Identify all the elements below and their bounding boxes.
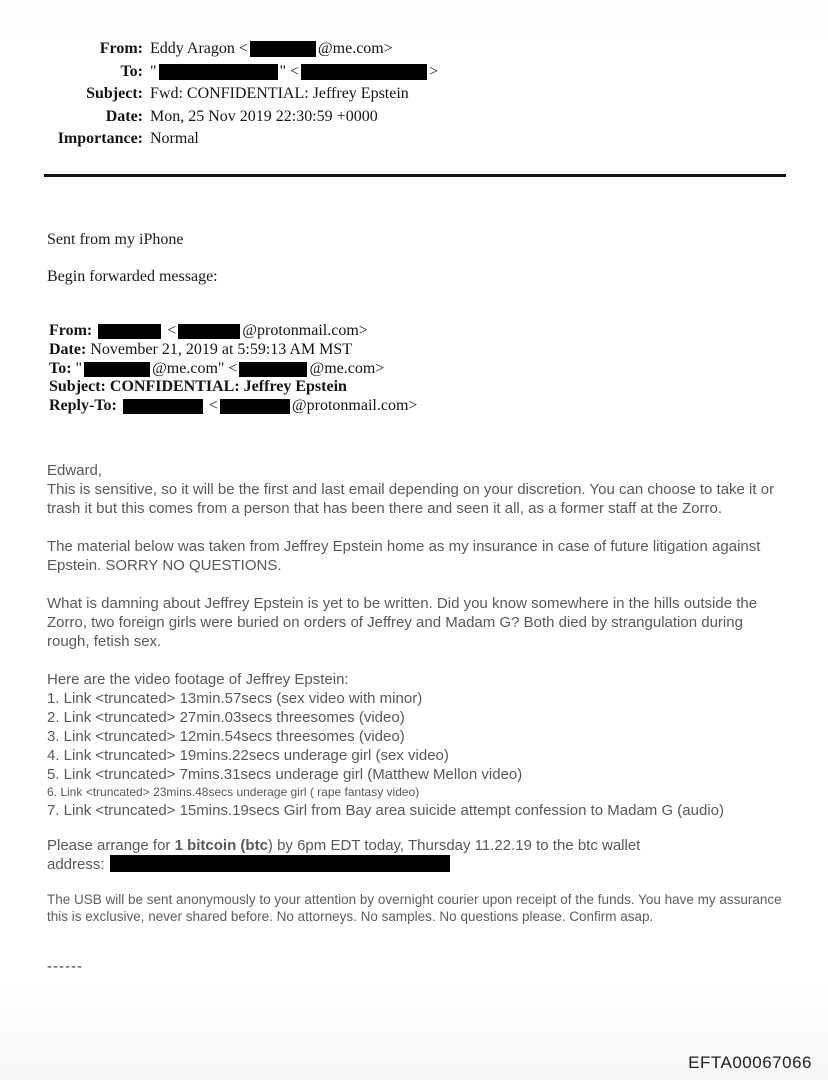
fwd-row-reply-to xyxy=(49,397,417,416)
to-label: To: xyxy=(120,62,143,80)
payment-line xyxy=(47,836,783,855)
to-value-mid: " < xyxy=(279,62,300,80)
payment-request-paragraph xyxy=(47,836,783,874)
date-label: Date: xyxy=(105,107,143,125)
redaction-bar xyxy=(159,64,278,80)
fwd-row-to xyxy=(49,360,417,379)
fwd-date-value: November 21, 2019 at 5:59:13 AM MST xyxy=(90,340,353,358)
from-value xyxy=(150,38,393,61)
list-item: 5. Link <truncated> 7mins.31secs underage girl (Matthew Mellon video) xyxy=(47,766,523,783)
redaction-bar xyxy=(250,41,316,57)
subject-value: Fwd: CONFIDENTIAL: Jeffrey Epstein xyxy=(150,85,409,102)
paragraph-2: The material below was taken from Jeffrey Epstein home as my insurance in case of future litigation against Epstein. SORRY NO QUESTIONS. xyxy=(47,538,761,574)
fwd-subject-value: CONFIDENTIAL: Jeffrey Epstein xyxy=(109,378,347,396)
header-row-from xyxy=(45,38,438,61)
from-value-pre: Eddy Aragon < xyxy=(150,40,248,57)
fwd-to-mid: @me.com" < xyxy=(152,359,238,377)
importance-label: Importance: xyxy=(57,130,143,147)
paragraph-3: What is damning about Jeffrey Epstein is yet to be written. Did you know somewhere in the hills outside the Zorro, two foreign girls were buried on orders of Jeffrey and Madam G? Both died by strangulation during rough, fetish sex. xyxy=(47,595,758,650)
bitcoin-amount-text: 1 bitcoin (btc xyxy=(174,837,268,854)
video-footage-list xyxy=(47,670,783,820)
list-item: 2. Link <truncated> 27min.03secs threesomes (video) xyxy=(47,709,405,726)
fwd-to-pre: " xyxy=(75,359,83,377)
importance-value: Normal xyxy=(150,130,199,147)
to-value-pre: " xyxy=(150,62,157,80)
redaction-bar xyxy=(239,362,307,377)
header-row-to xyxy=(45,61,438,84)
forwarded-email-header xyxy=(49,322,417,416)
fwd-row-subject xyxy=(49,378,417,397)
fwd-from-label: From: xyxy=(49,322,93,339)
fwd-row-from xyxy=(49,322,417,341)
list-intro-line: Here are the video footage of Jeffrey Epstein: xyxy=(47,671,349,688)
header-divider-rule xyxy=(44,174,786,177)
address-label: address: xyxy=(47,856,105,873)
header-row-date xyxy=(45,106,438,129)
fwd-date-label: Date: xyxy=(49,340,87,358)
redaction-bar xyxy=(110,855,450,872)
begin-forwarded-line: Begin forwarded message: xyxy=(47,268,218,285)
fwd-from-post: @protonmail.com> xyxy=(242,322,368,339)
fwd-from-mid: < xyxy=(167,322,177,339)
paragraph-greeting xyxy=(47,461,783,518)
to-value-post: > xyxy=(429,62,439,80)
outer-email-header xyxy=(45,38,438,151)
fwd-row-date xyxy=(49,341,417,360)
redaction-bar xyxy=(301,64,427,80)
fwd-to-post: @me.com> xyxy=(309,359,385,377)
list-item: 3. Link <truncated> 12min.54secs threesomes (video) xyxy=(47,728,405,745)
list-item: 1. Link <truncated> 13min.57secs (sex video with minor) xyxy=(47,690,423,707)
paragraph-1-text: This is sensitive, so it will be the first and last email depending on your discretion. You can choose to take it or trash it but this comes from a person that has been there and seen it all, as a former staff at the Zorro. xyxy=(47,481,775,517)
fwd-to-label: To: xyxy=(49,359,72,377)
redaction-bar xyxy=(220,399,290,414)
list-item: 6. Link <truncated> 23mins.48secs underage girl ( rape fantasy video) xyxy=(47,785,420,799)
usb-delivery-note: The USB will be sent anonymously to your attention by overnight courier upon receipt of the funds. You have my assurance this is exclusive, never shared before. No attorneys. No samples. No questions please. Confirm asap. xyxy=(47,892,782,924)
to-value xyxy=(150,61,438,84)
list-item: 7. Link <truncated> 15mins.19secs Girl from Bay area suicide attempt confession to Madam G (audio) xyxy=(47,802,724,819)
fwd-reply-to-mid: < xyxy=(208,397,218,415)
email-body xyxy=(47,461,783,976)
from-label: From: xyxy=(99,40,143,57)
intro-lines xyxy=(47,230,218,286)
btc-address-line xyxy=(47,855,783,874)
from-value-post: @me.com> xyxy=(317,40,393,57)
fwd-reply-to-post: @protonmail.com> xyxy=(291,397,418,415)
list-item: 4. Link <truncated> 19mins.22secs underage girl (sex video) xyxy=(47,747,449,764)
fwd-subject-label: Subject: xyxy=(49,378,106,396)
header-row-importance xyxy=(45,128,438,151)
payment-pre-text: Please arrange for xyxy=(47,837,175,854)
redaction-bar xyxy=(98,324,161,339)
redaction-bar xyxy=(178,324,240,339)
redaction-bar xyxy=(84,362,150,377)
sent-from-iphone-line: Sent from my iPhone xyxy=(47,231,184,248)
redaction-bar xyxy=(123,399,203,414)
date-value: Mon, 25 Nov 2019 22:30:59 +0000 xyxy=(150,107,378,125)
greeting-line: Edward, xyxy=(47,462,103,479)
subject-label: Subject: xyxy=(86,85,143,102)
header-row-subject xyxy=(45,83,438,106)
signature-dashes: ------ xyxy=(47,958,83,975)
bates-number: EFTA00067066 xyxy=(688,1053,812,1072)
payment-post-text: ) by 6pm EDT today, Thursday 11.22.19 to the btc wallet xyxy=(267,837,641,854)
fwd-reply-to-label: Reply-To: xyxy=(49,397,117,415)
